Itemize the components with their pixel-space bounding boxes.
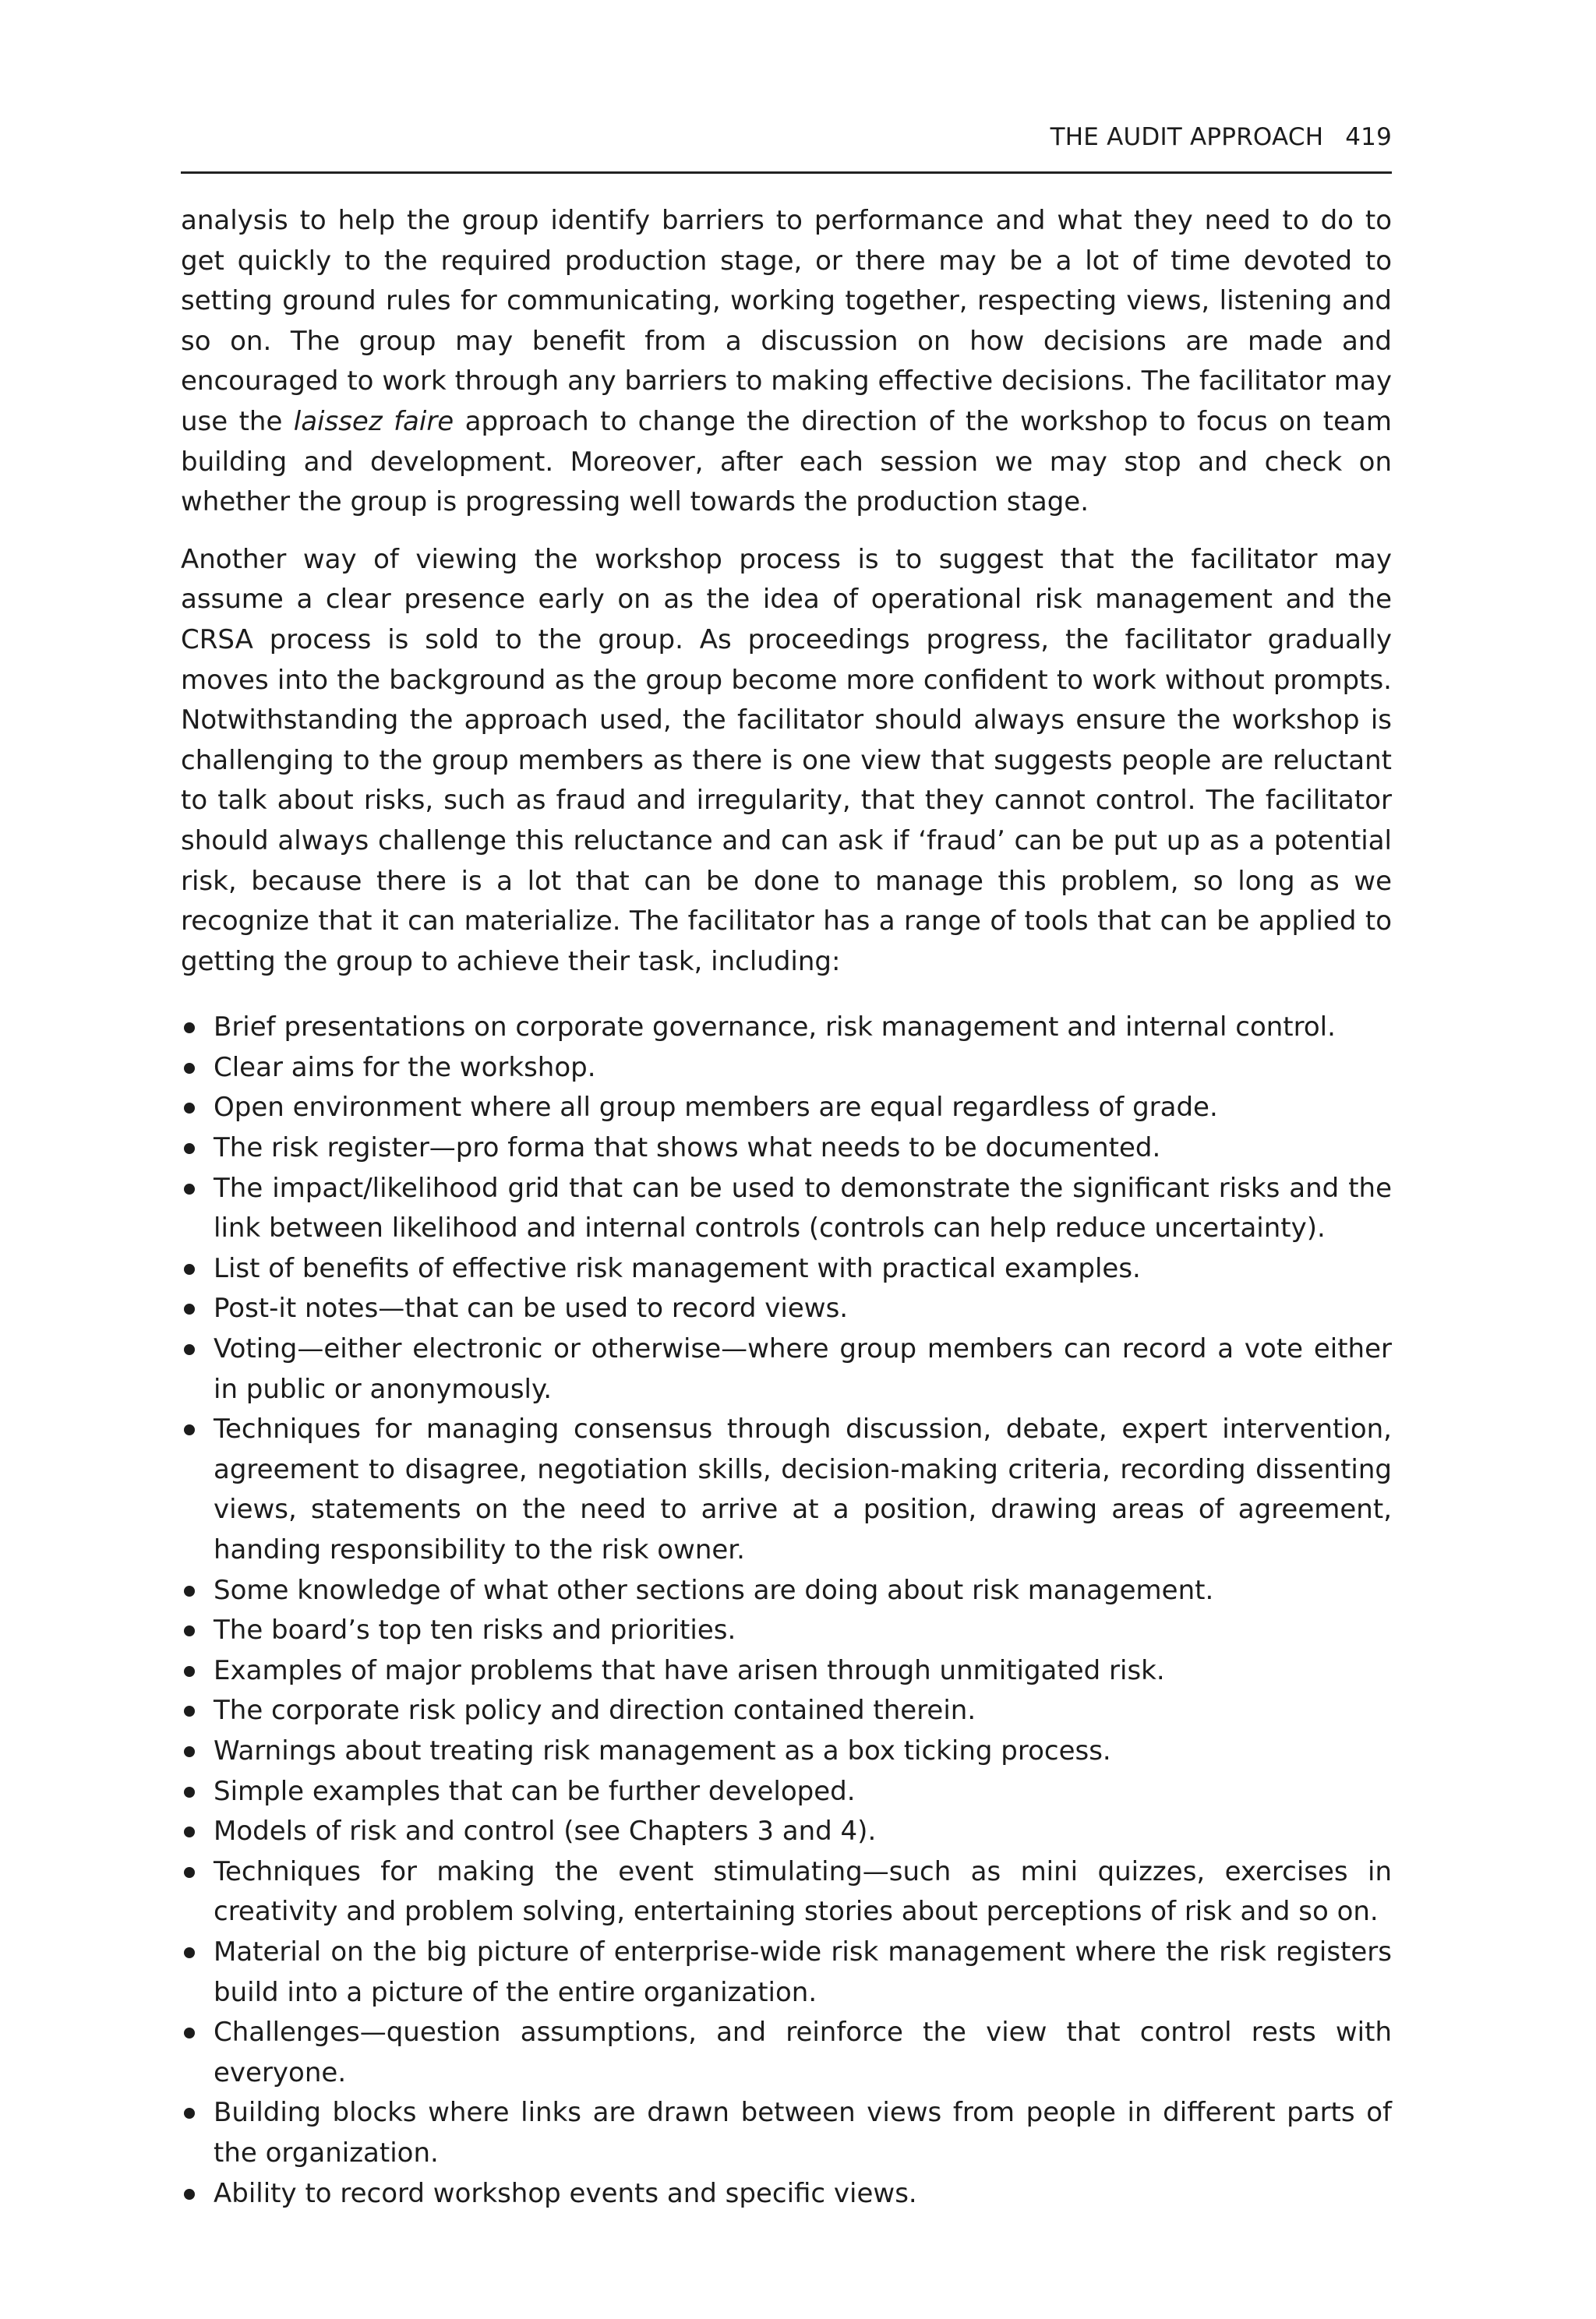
paragraph-continued <box>181 201 1392 523</box>
list-item-text: Simple examples that can be further developed. <box>214 1775 856 1807</box>
bullet-icon <box>184 1787 195 1798</box>
bullet-icon <box>184 1022 195 1033</box>
list-item-text: Examples of major problems that have arisen through unmitigated risk. <box>214 1654 1165 1686</box>
page-number: 419 <box>1345 123 1392 151</box>
running-head-text <box>1050 123 1392 151</box>
page-body <box>181 201 1392 2214</box>
list-item-text: Voting—either electronic or otherwise—where group members can record a vote either in public or anonymously. <box>214 1333 1392 1405</box>
list-item <box>181 1852 1392 1932</box>
bullet-icon <box>184 1706 195 1717</box>
list-item <box>181 1812 1392 1852</box>
list-item-text: Material on the big picture of enterprise-wide risk management where the risk registers build into a picture of the entire organization. <box>214 1936 1392 2008</box>
bullet-icon <box>184 2028 195 2038</box>
bullet-icon <box>184 1264 195 1275</box>
bullet-icon <box>184 1344 195 1355</box>
paragraph-workshop-process: Another way of viewing the workshop process is to suggest that the facilitator may assume a clear presence early on as the idea of operational risk management and the CRSA process is sold to the group. As proceedings progress, the facilitator gradually moves into the background as the group become more confident to work without prompts. Notwithstanding the approach used, the facilitator should always ensure the workshop is challenging to the group members as there is one view that suggests people are reluctant to talk about risks, such as fraud and irregularity, that they cannot control. The facilitator should always challenge this reluctance and can ask if ‘fraud’ can be put up as a potential risk, because there is a lot that can be done to manage this problem, so long as we recognize that it can materialize. The facilitator has a range of tools that can be applied to getting the group to achieve their task, including: <box>181 543 1392 977</box>
list-item <box>181 1289 1392 1329</box>
bullet-icon <box>184 1304 195 1315</box>
bullet-icon <box>184 1827 195 1837</box>
bullet-icon <box>184 2189 195 2200</box>
list-item-text: The risk register—pro forma that shows what needs to be documented. <box>214 1132 1161 1164</box>
paragraph-text: analysis to help the group identify barriers to performance and what they need to do to get quickly to the required production stage, or there may be a lot of time devoted to setting ground rules for communicating, working together, respecting views, listening and so on. The group may benefit from a discussion on how decisions are made and encouraged to work through any barriers to making effective decisions. The facilitator may use the <box>181 205 1392 437</box>
list-item <box>181 1571 1392 1611</box>
list-item <box>181 1691 1392 1731</box>
bullet-icon <box>184 1424 195 1435</box>
list-item <box>181 2013 1392 2093</box>
list-item <box>181 1932 1392 2013</box>
list-item-text: The board’s top ten risks and priorities. <box>214 1615 736 1647</box>
list-item <box>181 1169 1392 1249</box>
bullet-icon <box>184 1103 195 1114</box>
list-item-text: The corporate risk policy and direction contained therein. <box>214 1695 976 1727</box>
list-item <box>181 1249 1392 1290</box>
list-item <box>181 1651 1392 1692</box>
list-item-text: Ability to record workshop events and specific views. <box>214 2177 917 2209</box>
list-item <box>181 1048 1392 1089</box>
list-item-text: Warnings about treating risk management as a box ticking process. <box>214 1735 1111 1767</box>
list-item <box>181 1128 1392 1169</box>
bullet-icon <box>184 1666 195 1677</box>
bullet-icon <box>184 1625 195 1636</box>
list-item <box>181 1731 1392 1772</box>
list-item-text: Post-it notes—that can be used to record views. <box>214 1293 849 1325</box>
list-item <box>181 2174 1392 2215</box>
list-item <box>181 1008 1392 1048</box>
tools-bullet-list <box>181 1008 1392 2214</box>
list-item-text: Open environment where all group members are equal regardless of grade. <box>214 1092 1218 1124</box>
list-item-text: List of benefits of effective risk management with practical examples. <box>214 1252 1141 1284</box>
bullet-icon <box>184 1746 195 1757</box>
list-item <box>181 1611 1392 1651</box>
list-item <box>181 1410 1392 1570</box>
list-item-text: Models of risk and control (see Chapters 3 and 4). <box>214 1816 877 1848</box>
running-head <box>181 109 1392 174</box>
paragraph-text: approach to change the direction of the workshop to focus on team building and development. Moreover, after each session we may stop and check on whether the group is progressing well towards the production stage. <box>181 405 1393 518</box>
list-item <box>181 1772 1392 1812</box>
list-item-text: Building blocks where links are drawn between views from people in different parts of the organization. <box>214 2097 1392 2169</box>
list-item-text: Challenges—question assumptions, and reinforce the view that control rests with everyone. <box>214 2017 1392 2088</box>
list-item-text: The impact/likelihood grid that can be used to demonstrate the significant risks and the link between likelihood and internal controls (controls can help reduce uncertainty). <box>214 1172 1392 1244</box>
bullet-icon <box>184 1867 195 1878</box>
bullet-icon <box>184 1586 195 1597</box>
bullet-icon <box>184 1063 195 1074</box>
list-item-text: Techniques for managing consensus through discussion, debate, expert intervention, agreement to disagree, negotiation skills, decision-making criteria, recording dissenting views, statements on the need to arrive at a position, drawing areas of agreement, handing responsibility to the risk owner. <box>214 1414 1392 1565</box>
list-item-text: Clear aims for the workshop. <box>214 1051 596 1083</box>
list-item <box>181 1088 1392 1128</box>
italic-term: laissez faire <box>293 405 454 437</box>
list-item <box>181 1329 1392 1410</box>
list-item <box>181 2093 1392 2173</box>
bullet-icon <box>184 1947 195 1958</box>
bullet-icon <box>184 2108 195 2119</box>
list-item-text: Brief presentations on corporate governance, risk management and internal control. <box>214 1011 1336 1043</box>
bullet-icon <box>184 1184 195 1195</box>
list-item-text: Techniques for making the event stimulating—such as mini quizzes, exercises in creativity and problem solving, entertaining stories about perceptions of risk and so on. <box>214 1855 1392 1928</box>
running-head-title: THE AUDIT APPROACH <box>1050 123 1324 151</box>
bullet-icon <box>184 1143 195 1154</box>
list-item-text: Some knowledge of what other sections are doing about risk management. <box>214 1574 1214 1606</box>
